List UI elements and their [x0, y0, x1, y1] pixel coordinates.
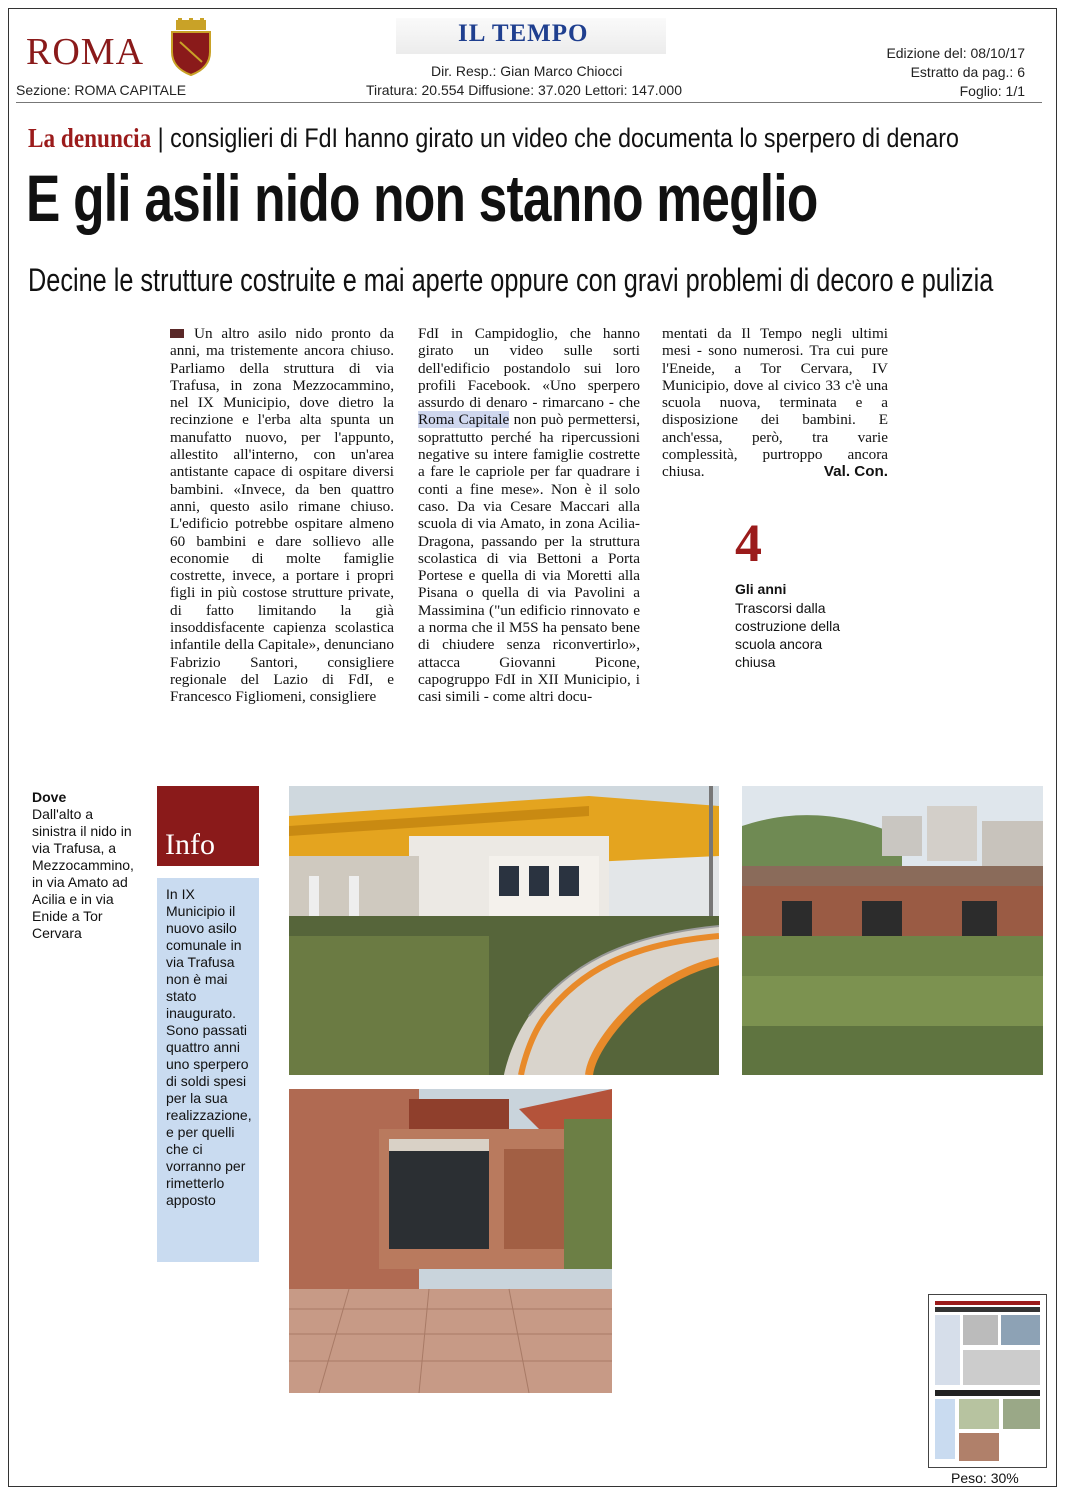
masthead-title: IL TEMPO	[458, 20, 589, 47]
extract-page: Estratto da pag.: 6	[910, 64, 1025, 80]
roma-logo-text: ROMA	[26, 31, 145, 73]
article-column-3	[662, 325, 888, 481]
subheadline: Decine le strutture costruite e mai aperte oppure con gravi problemi di decoro e pulizia	[28, 262, 994, 298]
info-label: Info	[165, 828, 215, 861]
column-2-text-a: FdI in Campidoglio, che hanno girato un video sulle sorti dell'edificio postandolo sui loro profili Facebook. «Uno sperpero assurdo di denaro - rimarcano - che	[418, 325, 640, 412]
kicker-label: La denuncia	[28, 123, 152, 153]
kicker-text: | consiglieri di FdI hanno girato un video che documenta lo sperpero di denaro	[151, 123, 959, 153]
big-number: 4	[735, 513, 762, 573]
number-title: Gli anni	[735, 581, 787, 597]
weight-label: Peso: 30%	[951, 1470, 1019, 1486]
number-description: Trascorsi dalla costruzione della scuola ancora chiusa	[735, 600, 841, 670]
kicker	[28, 123, 959, 154]
author-signature: Val. Con.	[823, 463, 888, 481]
column-3-text: mentati da Il Tempo negli ultimi mesi - sono numerosi. Tra cui pure l'Eneide, a Tor Cervara, IV Municipio, dove al civico 33 c'è una scuola nuova, terminata e a disposizione dei bambini. E anch'essa, però, tra varie complessità, purtroppo ancora chiusa.	[662, 325, 888, 481]
photo-via-trafusa	[289, 786, 719, 1075]
edition-date: Edizione del: 08/10/17	[886, 45, 1025, 61]
header-divider	[16, 102, 1042, 103]
article-column-2	[418, 325, 640, 706]
article-column-1	[170, 325, 394, 706]
caption-text: Dall'alto a sinistra il nido in via Trafusa, a Mezzocammino, in via Amato ad Acilia e in via Enide a Tor Cervara	[32, 806, 134, 941]
highlighted-term: Roma Capitale	[418, 411, 510, 429]
circulation-line: Tiratura: 20.554 Diffusione: 37.020 Lettori: 147.000	[366, 82, 682, 98]
director-line: Dir. Resp.: Gian Marco Chiocci	[431, 63, 623, 79]
photo-via-enide	[289, 1089, 612, 1393]
page-thumbnail	[928, 1294, 1047, 1468]
column-2-text-b: non può permettersi, soprattutto perché ha ripercussioni negative su intere famiglie costrette a fare le capriole per far quadrare i conti a fine mese». Non è il solo caso. Da via Cesare Maccari alla scuola di via Amato, in zona Acilia-Dragona, passando per la struttura scolastica di via Bettoni a Porta Portese e quella di via Moretti alla Pisana o quella di via Pavolini a Massimina ("un edificio rinnovato e a norma che il M5S ha pensato bene di chiudere senza riconvertirlo», attacca Giovanni Picone, capogruppo FdI in XII Municipio, i casi simili - come altri docu-	[418, 411, 640, 706]
headline: E gli asili nido non stanno meglio	[26, 161, 818, 235]
info-text: In IX Municipio il nuovo asilo comunale in via Trafusa non è mai stato inaugurato. Sono passati quattro anni uno sperpero di soldi spesi per la sua realizzazione, e per quelli che ci vorranno per rimetterlo apposto	[166, 886, 252, 1208]
section-label: Sezione: ROMA CAPITALE	[16, 82, 187, 98]
photo-via-amato	[742, 786, 1043, 1075]
sheet-number: Foglio: 1/1	[959, 83, 1025, 99]
paragraph-marker-icon	[170, 329, 184, 338]
caption-title: Dove	[32, 789, 67, 805]
column-1-text: Un altro asilo nido pronto da anni, ma tristemente ancora chiuso. Parliamo della struttura di via Trafusa, in zona Mezzocammino, nel IX Municipio, dove dietro la recinzione e l'erba alta spunta un manufatto nuovo, per l'appunto, allestito all'interno, con un'area antistante capace di ospitare diversi bambini. «Invece, da ben quattro anni, questo asilo rimane chiuso. L'edificio potrebbe ospitare almeno 60 bambini e dare sollievo alle economie di molte famiglie costrette, invece, a portare i propri figli in più costose strutture private, di fatto limitando la già insoddisfacente capienza scolastica infantile della Capitale», denunciano Fabrizio Santori, consigliere regionale del Lazio di FdI, e Francesco Figliomeni, consigliere	[170, 325, 394, 706]
roma-shield-icon	[168, 18, 214, 76]
edition-meta	[886, 44, 1025, 101]
